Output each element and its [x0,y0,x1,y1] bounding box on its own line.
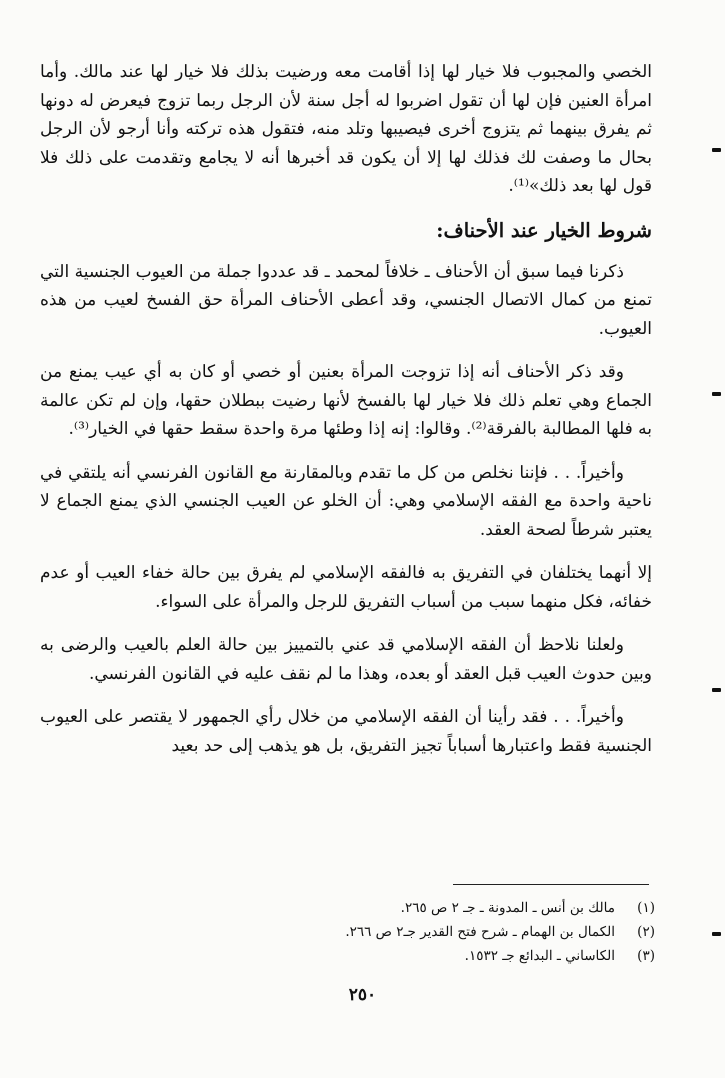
footnote-divider [453,884,649,885]
scan-mark [712,392,721,396]
footnote-text: الكاساني ـ البدائع جـ ١٥٣٢. [464,948,615,964]
paragraph-3: وأخيراً. . . فإننا نخلص من كل ما تقدم وبالمقارنة مع القانون الفرنسي أنه يلتقي في ناحية واحدة مع الفقه الإسلامي وهي: أن الخلو عن العيب الجنسي الذي يمنع الجماع لا يعتبر شرطاً لصحة العقد. [40,462,652,540]
footnote-number: (٣) [637,948,655,964]
footnote-item [200,896,655,920]
scan-mark [712,148,721,152]
paragraph-1: ذكرنا فيما سبق أن الأحناف ـ خلافاً لمحمد ـ قد عددوا جملة من العيوب الجنسية التي تمنع من كمال الاتصال الجنسي، وقد أعطى الأحناف المرأة حق الفسخ لعيب من هذه العيوب. [40,261,652,339]
paragraph-6: وأخيراً. . . فقد رأينا أن الفقه الإسلامي من خلال رأي الجمهور لا يقتصر على العيوب الجنسية فقط واعتبارها أسباباً تجيز التفريق، بل هو يذهب إلى حد بعيد [40,707,652,756]
footnote-item [200,920,655,944]
paragraph-5: ولعلنا نلاحظ أن الفقه الإسلامي قد عني بالتمييز بين حالة العلم بالعيب والرضى به وبين حدوث العيب قبل العقد أو بعده، وهذا ما لم نقف عليه في القانون الفرنسي. [40,635,652,684]
scan-mark [712,932,721,936]
footnote-number: (٢) [637,924,655,940]
footnotes [200,896,655,968]
footnote-text: مالك بن أنس ـ المدونة ـ جـ ٢ ص ٢٦٥. [400,900,615,916]
paragraph-opening: الخصي والمجبوب فلا خيار لها إذا أقامت معه ورضيت بذلك فلا خيار لها عند مالك. وأما امرأة العنين فإن لها أن تقول اضربوا له أجل سنة لأن الرجل ربما تزوج فيعرض له دونها ثم يفرق بينهما ثم يتزوج أخرى فيصيبها وتلد منه، فتقول هذه تركته وأنا أرجو لأن الرجل بحال ما وصفت لك فذلك لها إلا أن يكون قد أخبرها أنه لا يجامع وتقدمت على ذلك فلا قول لها بعد ذلك»⁽¹⁾. [40,62,652,196]
page-body [40,58,652,760]
page-number: ٢٥٠ [348,985,377,1005]
footnote-item [200,944,655,968]
scan-mark [712,688,721,692]
section-heading: شروط الخيار عند الأحناف: [436,218,652,242]
footnote-text: الكمال بن الهمام ـ شرح فتح القدير جـ٢ ص ٢٦٦. [345,924,615,940]
footnote-number: (١) [637,900,655,916]
paragraph-4: إلا أنهما يختلفان في التفريق به فالفقه الإسلامي لم يفرق بين حالة خفاء العيب أو عدم خفائه، فكل منهما سبب من أسباب التفريق للرجل والمرأة على السواء. [40,563,652,612]
paragraph-2: وقد ذكر الأحناف أنه إذا تزوجت المرأة بعنين أو خصي أو كان به أي عيب يمنع من الجماع وهي تعلم ذلك فلا خيار لها بالفسخ لأنها رضيت ببطلان حقها، وإن لم تكن عالمة به فلها المطالبة بالفرقة⁽²⁾. وقالوا: إنه إذا وطئها مرة واحدة سقط حقها في الخيار⁽³⁾. [40,362,652,439]
